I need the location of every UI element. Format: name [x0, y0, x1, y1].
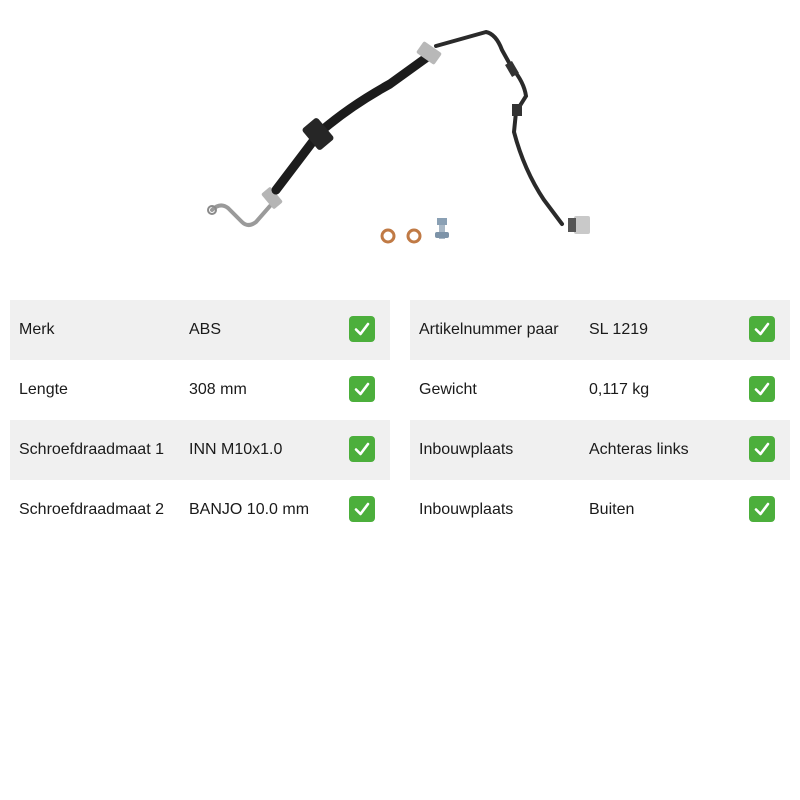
spec-value: 0,117 kg: [589, 381, 650, 398]
spec-row: [410, 420, 790, 480]
spec-label: Merk: [19, 321, 55, 338]
spec-row: [10, 480, 390, 540]
spec-row: [10, 300, 390, 360]
spec-row: [410, 300, 790, 360]
spec-label: Schroefdraadmaat 1: [19, 441, 164, 458]
spec-value: Buiten: [589, 501, 635, 518]
spec-row: [10, 360, 390, 420]
brake-hose-icon: [190, 20, 610, 255]
spec-label: Artikelnummer paar: [419, 321, 559, 338]
spec-value: Achteras links: [589, 441, 689, 458]
spec-row: [410, 360, 790, 420]
spec-label: Inbouwplaats: [419, 441, 514, 458]
spec-table-right: [410, 300, 790, 540]
spec-value: INN M10x1.0: [189, 441, 283, 458]
spec-row: [410, 480, 790, 540]
spec-row: [10, 420, 390, 480]
spec-label: Gewicht: [419, 381, 477, 398]
check-icon: [749, 316, 775, 342]
spec-value: 308 mm: [189, 381, 247, 398]
spec-value: ABS: [189, 321, 222, 338]
check-icon: [749, 496, 775, 522]
check-icon: [749, 436, 775, 462]
check-icon: [349, 496, 375, 522]
spec-value: SL 1219: [589, 321, 649, 338]
spec-table-left: [10, 300, 390, 540]
check-icon: [349, 376, 375, 402]
spec-label: Inbouwplaats: [419, 501, 514, 518]
check-icon: [349, 436, 375, 462]
spec-label: Lengte: [19, 381, 68, 398]
check-icon: [349, 316, 375, 342]
check-icon: [749, 376, 775, 402]
spec-label: Schroefdraadmaat 2: [19, 501, 164, 518]
spec-value: BANJO 10.0 mm: [189, 501, 310, 518]
